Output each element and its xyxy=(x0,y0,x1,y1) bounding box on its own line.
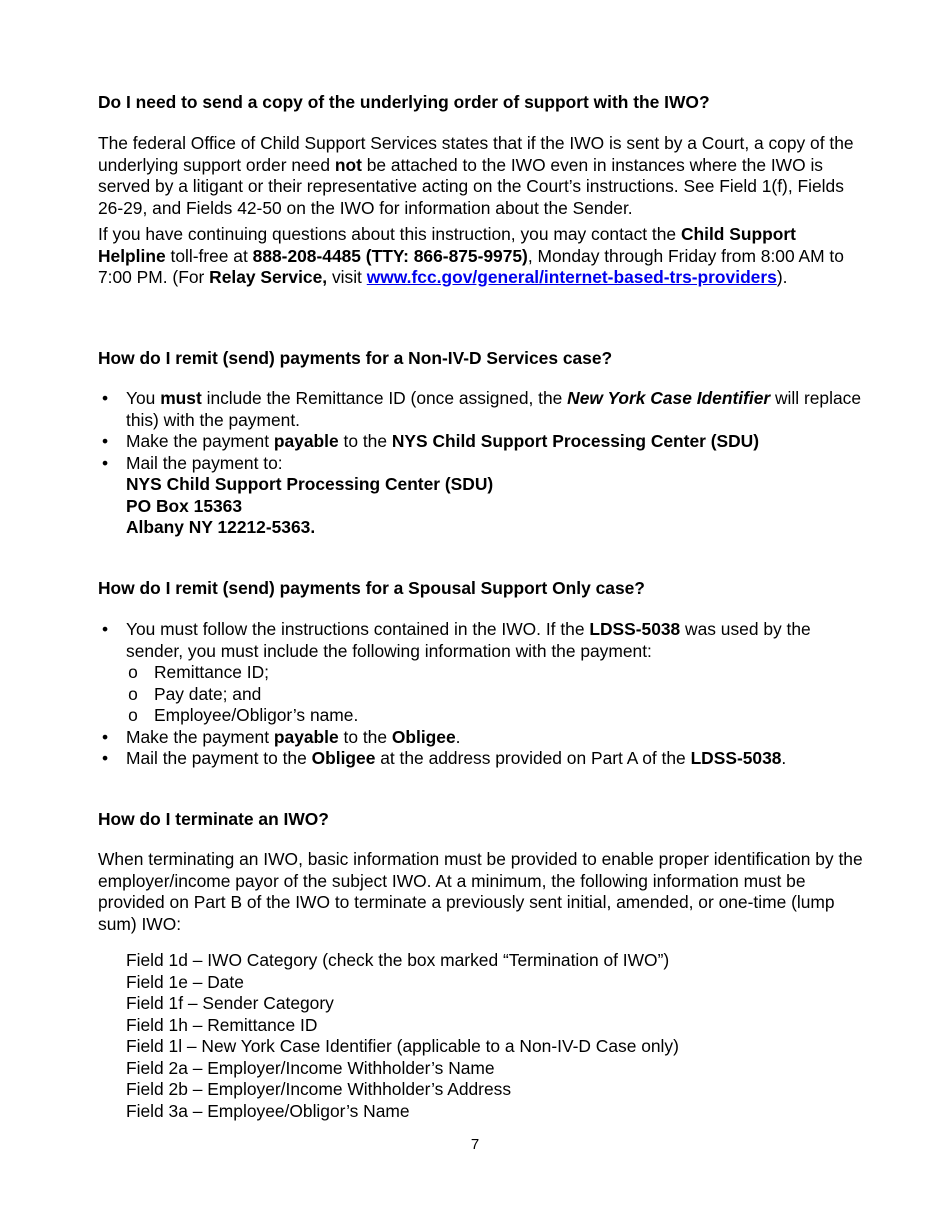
bullet-icon: • xyxy=(101,452,109,473)
sub-list-item xyxy=(126,705,863,727)
field-item: Field 1e – Date xyxy=(126,971,244,992)
text: Make the payment xyxy=(126,431,274,451)
text: If you have continuing questions about this instruction, you may contact the xyxy=(98,224,681,244)
circle-bullet-icon: o xyxy=(128,705,138,725)
bullet-icon: • xyxy=(101,748,109,768)
text: visit xyxy=(327,267,367,287)
text-bold-italic: New York Case Identifier xyxy=(567,388,771,408)
spousal-support-bullet-list xyxy=(98,619,863,770)
text: , Monday through Friday from 8:00 AM to 7:00 PM. (For xyxy=(98,245,844,287)
heading-non-iv-d-payments: How do I remit (send) payments for a Non-IV-D Services case? xyxy=(98,348,613,368)
list-item xyxy=(98,748,863,770)
sub-list-item xyxy=(126,662,863,684)
heading-spousal-support-payments: How do I remit (send) payments for a Spousal Support Only case? xyxy=(98,578,645,598)
text: Pay date; and xyxy=(154,683,262,704)
field-item: Field 3a – Employee/Obligor’s Name xyxy=(126,1100,410,1121)
sub-bullet-list xyxy=(126,662,863,727)
text-bold: Obligee xyxy=(391,726,456,747)
text: . xyxy=(455,726,461,747)
text: to the xyxy=(338,726,392,747)
text: to the xyxy=(338,431,392,451)
text: was used by the sender, you must include the following information with the payment: xyxy=(126,619,811,661)
text: at the address provided on Part A of the xyxy=(375,748,691,768)
helpline-name: Child Support Helpline xyxy=(98,224,796,266)
bullet-icon: • xyxy=(101,431,109,451)
text: ). xyxy=(776,267,788,287)
list-item xyxy=(98,388,863,431)
address-line: NYS Child Support Processing Center (SDU) xyxy=(126,474,494,494)
text: The federal Office of Child Support Services states that if the IWO is sent by a Court, a copy of the underlying support order need xyxy=(98,133,854,175)
text: include the Remittance ID (once assigned, the xyxy=(201,388,568,408)
bullet-icon: • xyxy=(101,726,109,747)
field-item: Field 2a – Employer/Income Withholder’s Name xyxy=(126,1057,495,1078)
page-number: 7 xyxy=(470,1136,480,1153)
text: Mail the payment to the xyxy=(126,748,312,768)
field-item: Field 1h – Remittance ID xyxy=(126,1014,318,1035)
text-bold: NYS Child Support Processing Center (SDU) xyxy=(391,431,760,451)
text: Make the payment xyxy=(126,726,274,747)
paragraph-ocss-statement xyxy=(98,133,863,219)
bullet-icon: • xyxy=(101,619,109,639)
bullet-icon: • xyxy=(101,388,109,408)
list-item xyxy=(98,619,863,727)
fcc-trs-link[interactable]: www.fcc.gov/general/internet-based-trs-providers xyxy=(366,267,777,287)
text: toll-free at xyxy=(165,245,253,266)
list-item xyxy=(98,727,863,749)
helpline-phone: 888-208-4485 (TTY: 866-875-9975) xyxy=(252,245,528,266)
heading-underlying-order: Do I need to send a copy of the underlying order of support with the IWO? xyxy=(98,92,710,112)
heading-terminate-iwo: How do I terminate an IWO? xyxy=(98,809,329,829)
field-item: Field 1d – IWO Category (check the box marked “Termination of IWO”) xyxy=(126,950,670,970)
text-bold: must xyxy=(160,388,202,408)
field-item: Field 1f – Sender Category xyxy=(126,993,334,1013)
address-line: Albany NY 12212-5363. xyxy=(126,517,316,537)
paragraph-termination-info: When terminating an IWO, basic information must be provided to enable proper identification by the employer/income payor of the subject IWO. At a minimum, the following information must be provided on Part B of the IWO to terminate a previously sent initial, amended, or one-time (lump sum) IWO: xyxy=(98,849,863,934)
text: Remittance ID; xyxy=(154,662,270,682)
text: You must follow the instructions contained in the IWO. If the xyxy=(126,619,590,639)
text: Employee/Obligor’s name. xyxy=(154,705,359,725)
circle-bullet-icon: o xyxy=(128,683,138,704)
paragraph-helpline xyxy=(98,224,863,289)
list-item xyxy=(98,431,863,453)
text-bold: LDSS-5038 xyxy=(589,619,681,639)
list-item xyxy=(98,453,863,539)
non-iv-d-bullet-list xyxy=(98,388,863,539)
text: . xyxy=(781,748,787,768)
text-bold: payable xyxy=(273,726,339,747)
text-bold: payable xyxy=(273,431,339,451)
text-bold: LDSS-5038 xyxy=(690,748,782,768)
text: be attached to the IWO even in instances where the IWO is served by a litigant or their representative acting on the Court’s instructions. See Field 1(f), Fields 26-29, and Fields 42-50 on the IWO for information about the Sender. xyxy=(98,154,844,218)
field-item: Field 1l – New York Case Identifier (applicable to a Non-IV-D Case only) xyxy=(126,1036,679,1056)
text-bold: Obligee xyxy=(311,748,376,768)
circle-bullet-icon: o xyxy=(128,662,138,682)
text: You xyxy=(126,388,161,408)
relay-service-label: Relay Service, xyxy=(209,267,328,287)
text: will replace this) with the payment. xyxy=(126,388,861,430)
sub-list-item xyxy=(126,684,863,706)
address-line: PO Box 15363 xyxy=(126,495,243,516)
termination-fields-list xyxy=(98,950,863,1122)
text-bold-not: not xyxy=(334,154,362,175)
text: Mail the payment to: xyxy=(126,452,283,473)
field-item: Field 2b – Employer/Income Withholder’s Address xyxy=(126,1079,512,1099)
